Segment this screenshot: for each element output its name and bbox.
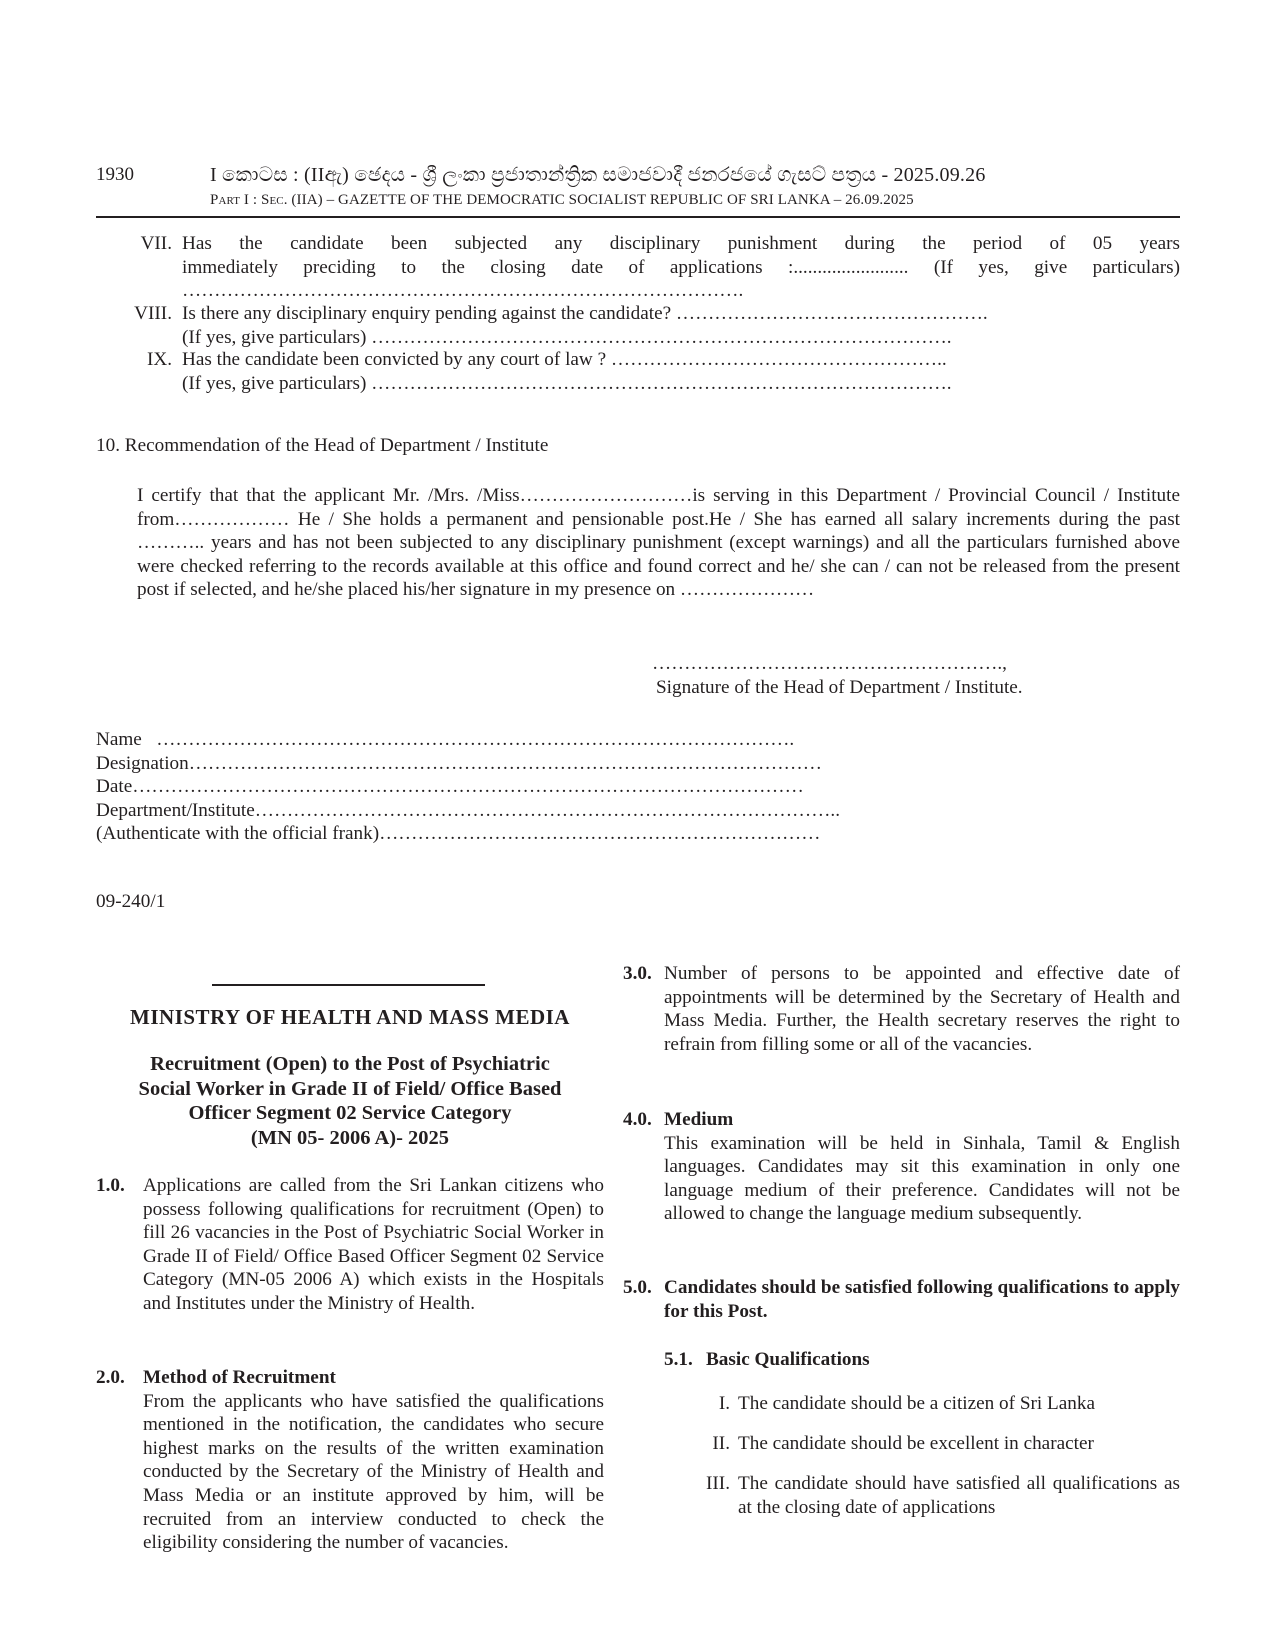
- field-dots[interactable]: ………………………………………………………………………………………: [188, 752, 822, 774]
- item-text: The candidate should be a citizen of Sri Lanka: [738, 1393, 1095, 1414]
- question-number: VIII.: [134, 303, 172, 324]
- header-english: [210, 192, 1010, 209]
- title-line: (MN 05- 2006 A)- 2025: [250, 1126, 450, 1149]
- item-text: The candidate should have satisfied all qualifications as at the closing date of applications: [738, 1473, 1180, 1518]
- section-text: From the applicants who have satisfied the qualifications mentioned in the notification, the candidates who secure highest marks on the results of the written examination conducted by the Secretary of the Ministry of Health and Mass Media or an institute approved by him, will be recruited from an interview conducted to check the eligibility considering the number of vacancies.: [143, 1390, 604, 1554]
- answer-dots[interactable]: (If yes, give particulars) ……………………………………………………………………………….: [182, 326, 952, 348]
- section-number: 2.0.: [96, 1367, 125, 1388]
- signature-label: Signature of the Head of Department / Institute.: [656, 677, 1023, 698]
- qualification-item: [664, 1472, 1180, 1519]
- title-line: Social Worker in Grade II of Field/ Office Based: [138, 1077, 562, 1100]
- title-line: Officer Segment 02 Service Category: [188, 1102, 512, 1124]
- question-ix: [96, 348, 1180, 395]
- field-label: Date: [96, 776, 133, 798]
- section-5-1-heading: [664, 1348, 870, 1372]
- section-10-heading: 10. Recommendation of the Head of Department / Institute: [96, 435, 549, 456]
- item-number: I.: [718, 1393, 730, 1414]
- field-designation[interactable]: [96, 752, 840, 776]
- section-text: Number of persons to be appointed and effective date of appointments will be determined by the Secretary of Health and Mass Media. Further, the Health secretary reserves the right to refrain from filling some or all of the vacancies.: [664, 963, 1180, 1055]
- question-line: Has the candidate been subjected any disciplinary punishment during the period of 05 years: [182, 233, 1180, 254]
- section-number: 1.0.: [96, 1175, 125, 1196]
- field-authenticate[interactable]: [96, 822, 840, 846]
- section-heading: Method of Recruitment: [143, 1367, 336, 1388]
- question-number: IX.: [146, 349, 172, 370]
- answer-dots[interactable]: …………………………………………………………………………….: [182, 280, 744, 302]
- field-label: (Authenticate with the official frank): [96, 823, 380, 845]
- section-2-0: [96, 1366, 604, 1555]
- recruitment-title: [96, 1052, 604, 1150]
- page-number: 1930: [96, 164, 134, 185]
- section-number: 5.1.: [664, 1349, 693, 1370]
- field-label: Designation: [96, 752, 189, 774]
- header-part: Part I: [210, 192, 250, 208]
- answer-dots[interactable]: (If yes, give particulars) ……………………………………………………………………………….: [182, 372, 952, 394]
- item-number: II.: [712, 1433, 730, 1454]
- qualification-item: [664, 1432, 1180, 1456]
- reference-number: 09-240/1: [96, 891, 166, 912]
- signature-line[interactable]: ……………………………………………….,: [652, 653, 1007, 674]
- section-heading: Basic Qualifications: [706, 1349, 870, 1370]
- question-line: Is there any disciplinary enquiry pending against the candidate? ………………………………………….: [182, 303, 988, 324]
- field-dots[interactable]: ………………………………………………………………………………..: [254, 799, 841, 821]
- question-number: VII.: [140, 233, 172, 254]
- title-line: Recruitment (Open) to the Post of Psychiatric: [150, 1053, 550, 1075]
- section-number: 3.0.: [623, 963, 652, 984]
- section-text: Candidates should be satisfied following qualifications to apply for this Post.: [664, 1277, 1180, 1322]
- field-label: Department/Institute: [96, 799, 255, 821]
- section-4-0: [623, 1108, 1180, 1226]
- question-line: Has the candidate been convicted by any court of law ? ……………………………………………..: [182, 349, 947, 370]
- section-text: This examination will be held in Sinhala, Tamil & English languages. Candidates may sit this examination in only one language medium of their preference. Candidates will not be allowed to change the language medium subsequently.: [664, 1132, 1180, 1225]
- ministry-title: MINISTRY OF HEALTH AND MASS MEDIA: [130, 1005, 570, 1029]
- section-divider: [212, 984, 485, 986]
- section-number: 4.0.: [623, 1109, 652, 1130]
- header-colon: :: [249, 192, 261, 208]
- field-dots[interactable]: ……………………………………………………………………………………….: [141, 729, 795, 750]
- item-text: The candidate should be excellent in character: [738, 1433, 1094, 1454]
- certificate-paragraph: I certify that that the applicant Mr. /Mrs. /Miss………………………is serving in this Department / Provincial Council / Institute from……………… He / She holds a permanent and pensionable post.He / She has earned all salary increments during the past ……….. years and has not been subjected to any disciplinary punishment (except warnings) and all the particulars furnished above were checked referring to the records available at this office and found correct and he/ she can / can not be released from the present post if selected, and he/she placed his/her signature in my presence on …………………: [137, 485, 1180, 601]
- section-3-0: [623, 962, 1180, 1056]
- section-5-0: [623, 1276, 1180, 1323]
- section-1-0: [96, 1174, 604, 1316]
- section-heading: Medium: [664, 1109, 734, 1130]
- field-label: Name: [96, 729, 142, 750]
- qualification-item: [664, 1392, 1180, 1416]
- header-rest: (IIA) – GAZETTE OF THE DEMOCRATIC SOCIALIST REPUBLIC OF SRI LANKA – 26.09.2025: [287, 192, 914, 208]
- field-name[interactable]: [96, 728, 840, 752]
- question-vii: [96, 232, 1180, 303]
- section-text: Applications are called from the Sri Lankan citizens who possess following qualifications for recruitment (Open) to fill 26 vacancies in the Post of Psychiatric Social Worker in Grade II of Field/ Office Based Officer Segment 02 Service Category (MN-05 2006 A) which exists in the Hospitals and Institutes under the Ministry of Health.: [143, 1175, 604, 1314]
- header-sec: Sec.: [261, 192, 288, 208]
- question-line: immediately preciding to the closing date of applications :........................ (If yes, give particulars): [182, 256, 1180, 278]
- field-dots[interactable]: ……………………………………………………………: [379, 823, 821, 845]
- field-dots[interactable]: ……………………………………………………………………………………………: [132, 776, 804, 798]
- header-sinhala: I කොටස : (IIඇ) ඡෙදය - ශ්‍රී ලංකා ප්‍රජාතාන්ත්‍රික සමාජවාදී ජනරජයේ ගැසට් පත්‍රය - 2025.09.26: [210, 164, 986, 186]
- field-department[interactable]: [96, 799, 840, 823]
- question-viii: [96, 302, 1180, 349]
- section-number: 5.0.: [623, 1277, 652, 1298]
- signatory-fields: [96, 728, 840, 846]
- header-rule: [96, 216, 1180, 218]
- field-date[interactable]: [96, 775, 840, 799]
- item-number: III.: [706, 1473, 730, 1494]
